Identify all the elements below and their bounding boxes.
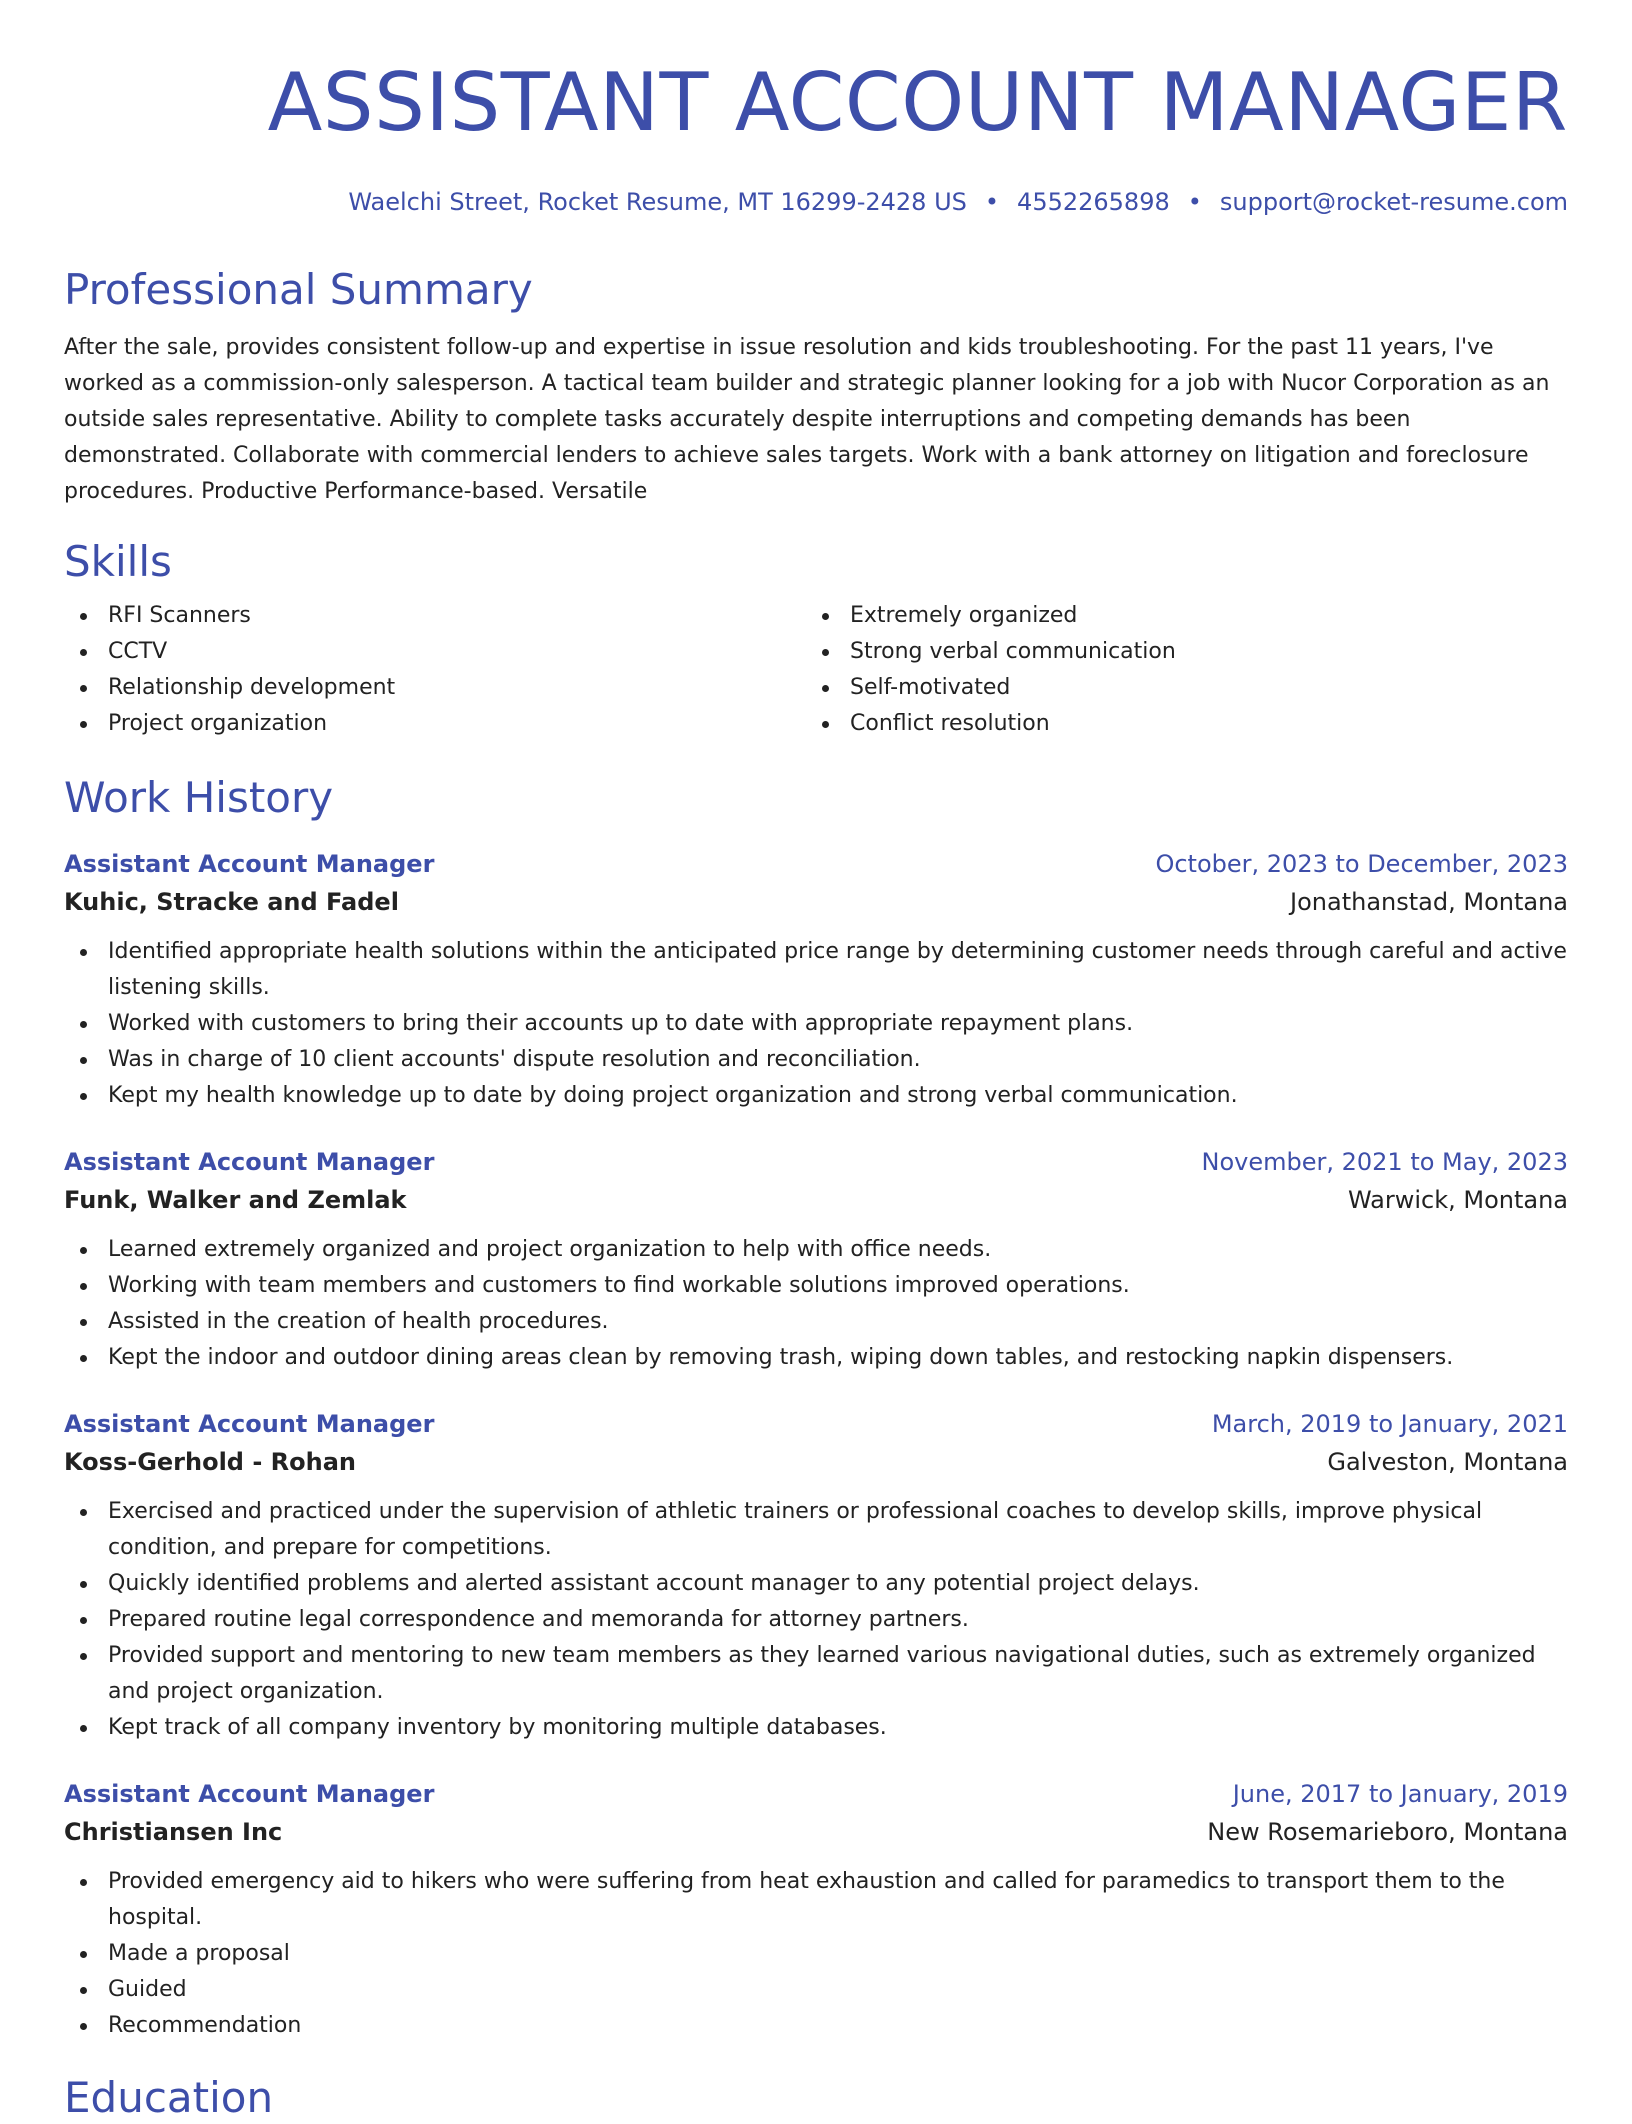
job-title: Assistant Account Manager [64,1148,435,1176]
skill-item: Relationship development [64,670,806,706]
resume-title: ASSISTANT ACCOUNT MANAGER [267,56,1568,149]
job-duty-item: Provided support and mentoring to new team members as they learned various navigational duties, such as extremely organized and project organization. [64,1638,1568,1710]
skill-item: Extremely organized [806,598,1548,634]
contact-separator: • [984,188,1000,216]
job-company-row [64,1812,1568,1852]
skills-column-right [806,598,1548,742]
job-location: Jonathanstad, Montana [1290,888,1568,916]
contact-email[interactable]: support@rocket-resume.com [1219,188,1568,216]
job-duty-item: Made a proposal [64,1936,1568,1972]
job-dates: October, 2023 to December, 2023 [1155,850,1568,878]
job-duty-item: Kept track of all company inventory by monitoring multiple databases. [64,1710,1568,1746]
job-company: Christiansen Inc [64,1818,283,1846]
job-duty-item: Recommendation [64,2008,1568,2044]
skills-heading: Skills [64,537,172,586]
skill-item: Strong verbal communication [806,634,1548,670]
job-header-row [64,846,1568,882]
job-company: Koss-Gerhold - Rohan [64,1448,356,1476]
skill-item: Project organization [64,706,806,742]
skills-grid [64,598,1568,742]
job-duty-item: Was in charge of 10 client accounts' dispute resolution and reconciliation. [64,1042,1568,1078]
summary-text: After the sale, provides consistent follow-up and expertise in issue resolution and kids troubleshooting. For the past 11 years, I've worked as a commission-only salesperson. A tactical team builder and strategic planner looking for a job with Nucor Corporation as an outside sales representative. Ability to complete tasks accurately despite interruptions and competing demands has been demonstrated. Collaborate with commercial lenders to achieve sales targets. Work with a bank attorney on litigation and foreclosure procedures. Productive Performance-based. Versatile [64,335,1550,504]
job-duties-list [64,1494,1568,1746]
job-duty-item: Quickly identified problems and alerted assistant account manager to any potential project delays. [64,1566,1568,1602]
job-company-row [64,1442,1568,1482]
work-history-heading: Work History [64,773,334,822]
job-duty-item: Guided [64,1972,1568,2008]
skill-item: CCTV [64,634,806,670]
contact-line [64,186,1568,218]
skills-list-right [806,598,1548,742]
job-title: Assistant Account Manager [64,850,435,878]
job-company-row [64,882,1568,922]
skill-item: RFI Scanners [64,598,806,634]
job-location: New Rosemarieboro, Montana [1207,1818,1568,1846]
job-company: Kuhic, Stracke and Fadel [64,888,399,916]
job-duty-item: Prepared routine legal correspondence and memoranda for attorney partners. [64,1602,1568,1638]
job-entry [64,1144,1568,1376]
job-title: Assistant Account Manager [64,1780,435,1808]
contact-address: Waelchi Street, Rocket Resume, MT 16299-2428 US [348,188,967,216]
job-duties-list [64,934,1568,1114]
job-entry [64,846,1568,1114]
job-duty-item: Exercised and practiced under the supervision of athletic trainers or professional coaches to develop skills, improve physical condition, and prepare for competitions. [64,1494,1568,1566]
job-entry [64,1776,1568,2044]
job-header-row [64,1144,1568,1180]
job-duties-list [64,1232,1568,1376]
job-header-row [64,1776,1568,1812]
education-heading: Education [64,2073,274,2122]
job-duty-item: Provided emergency aid to hikers who were suffering from heat exhaustion and called for paramedics to transport them to the hospital. [64,1864,1568,1936]
job-duty-item: Kept the indoor and outdoor dining areas clean by removing trash, wiping down tables, and restocking napkin dispensers. [64,1340,1568,1376]
job-company: Funk, Walker and Zemlak [64,1186,407,1214]
summary-heading: Professional Summary [64,265,533,314]
job-dates: June, 2017 to January, 2019 [1232,1780,1568,1808]
job-title: Assistant Account Manager [64,1410,435,1438]
job-duty-item: Assisted in the creation of health procedures. [64,1304,1568,1340]
job-entry [64,1406,1568,1746]
job-company-row [64,1180,1568,1220]
job-duty-item: Kept my health knowledge up to date by doing project organization and strong verbal communication. [64,1078,1568,1114]
job-duty-item: Identified appropriate health solutions within the anticipated price range by determining customer needs through careful and active listening skills. [64,934,1568,1006]
job-duty-item: Worked with customers to bring their accounts up to date with appropriate repayment plans. [64,1006,1568,1042]
job-duties-list [64,1864,1568,2044]
job-dates: March, 2019 to January, 2021 [1211,1410,1568,1438]
job-location: Warwick, Montana [1347,1186,1568,1214]
job-location: Galveston, Montana [1327,1448,1568,1476]
job-duty-item: Learned extremely organized and project organization to help with office needs. [64,1232,1568,1268]
job-dates: November, 2021 to May, 2023 [1201,1148,1568,1176]
contact-separator: • [1187,188,1202,216]
contact-phone: 4552265898 [1017,188,1170,216]
skill-item: Self-motivated [806,670,1548,706]
skills-list-left [64,598,806,742]
job-duty-item: Working with team members and customers to find workable solutions improved operations. [64,1268,1568,1304]
skill-item: Conflict resolution [806,706,1548,742]
skills-column-left [64,598,806,742]
job-header-row [64,1406,1568,1442]
